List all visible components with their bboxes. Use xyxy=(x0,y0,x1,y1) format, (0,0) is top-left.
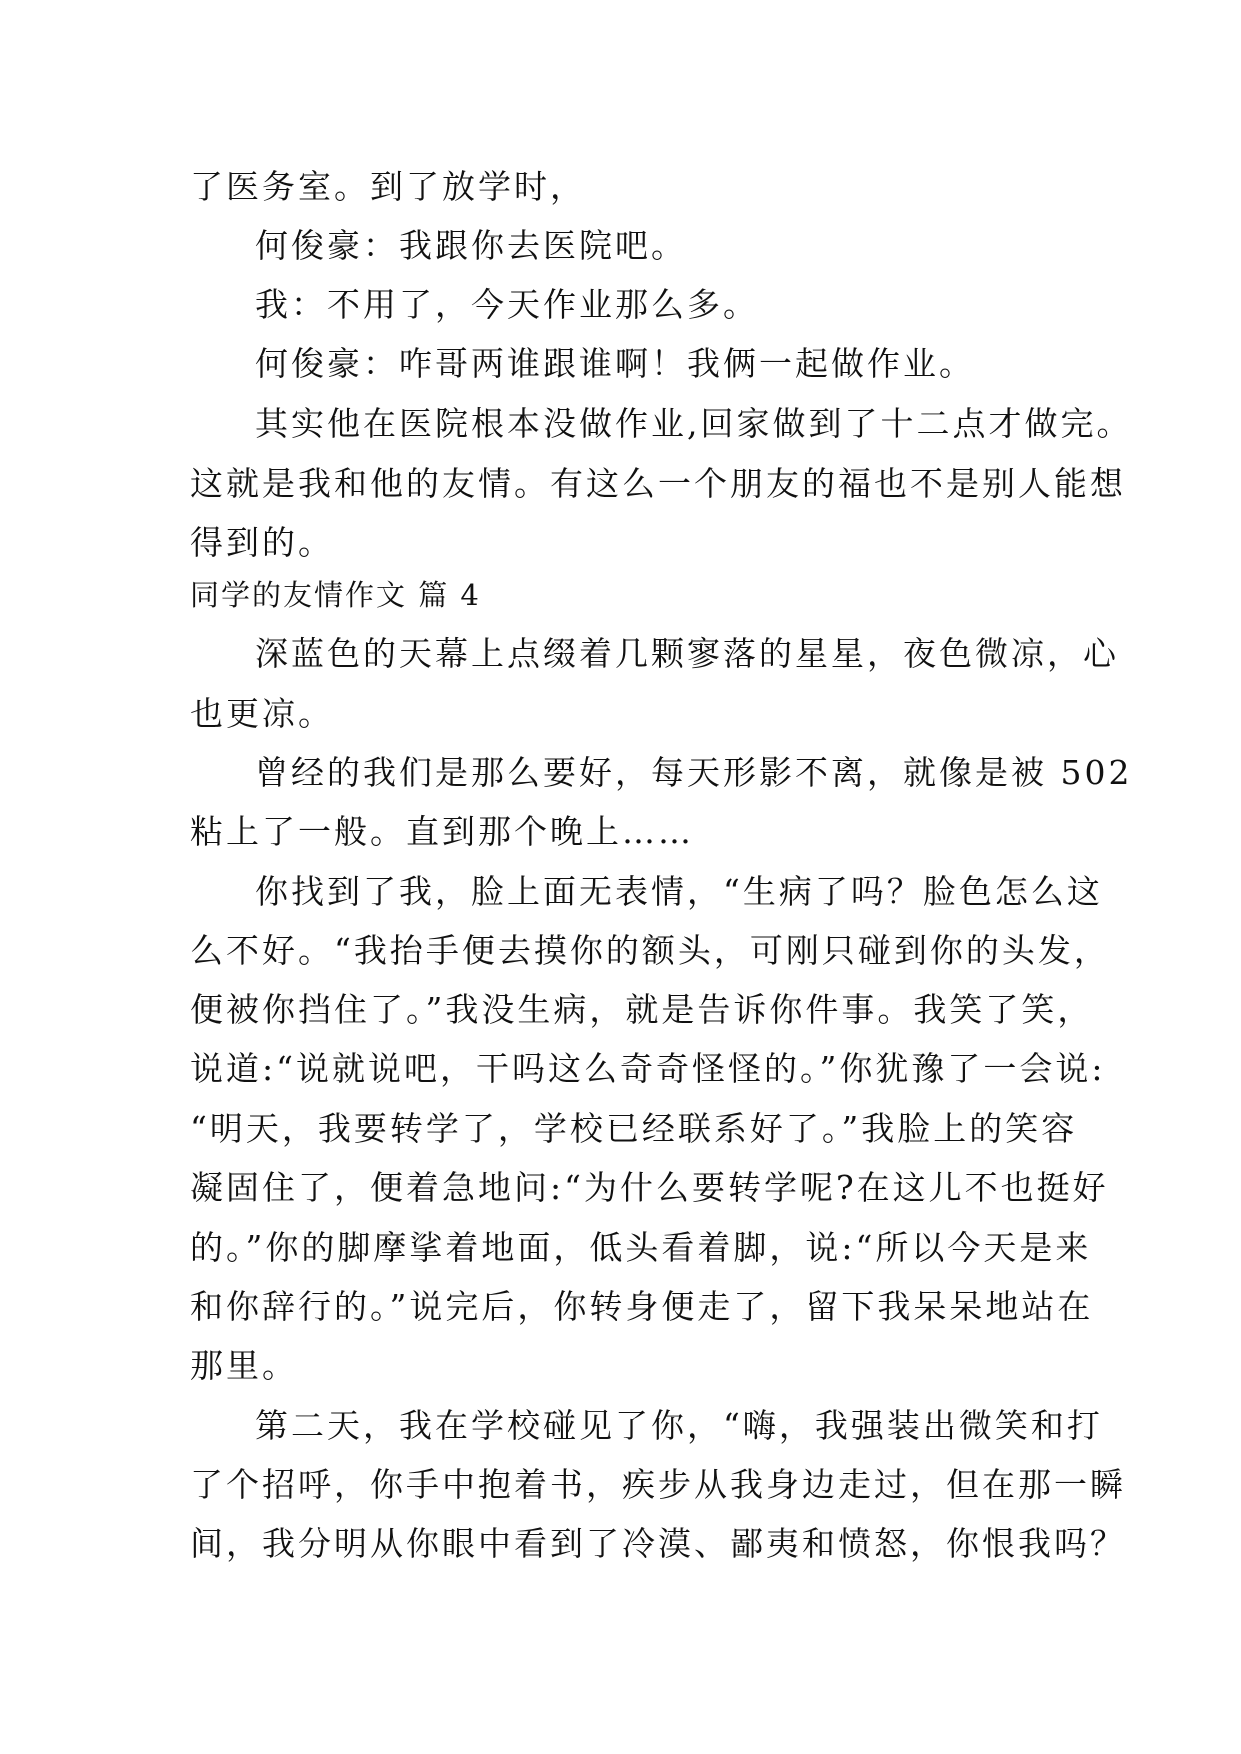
essay-heading: 同学的友情作文 篇 4 xyxy=(190,578,481,612)
text-line: 粘上了一般。直到那个晚上…… xyxy=(190,812,694,851)
dialogue-line: 何俊豪：我跟你去医院吧。 xyxy=(255,226,687,265)
paragraph-first-line: 曾经的我们是那么要好，每天形影不离，就像是被 502 xyxy=(255,753,1133,792)
text-line: 了个招呼，你手中抱着书，疾步从我身边走过，但在那一瞬 xyxy=(190,1465,1126,1504)
text-line: 这就是我和他的友情。有这么一个朋友的福也不是别人能想 xyxy=(190,464,1126,503)
text-line: 的。”你的脚摩挲着地面，低头看着脚，说:“所以今天是来 xyxy=(190,1228,1092,1267)
text-line: 那里。 xyxy=(190,1346,298,1385)
paragraph-first-line: 深蓝色的天幕上点缀着几颗寥落的星星，夜色微凉，心 xyxy=(255,634,1119,673)
text-line: 得到的。 xyxy=(190,523,334,562)
dialogue-line: 我：不用了，今天作业那么多。 xyxy=(255,285,759,324)
text-line: 也更凉。 xyxy=(190,694,334,733)
text-line: 间，我分明从你眼中看到了冷漠、鄙夷和愤怒，你恨我吗？ xyxy=(190,1524,1126,1563)
text-line: 么不好。“我抬手便去摸你的额头，可刚只碰到你的头发， xyxy=(190,931,1110,970)
text-line: 说道:“说就说吧，干吗这么奇奇怪怪的。”你犹豫了一会说: xyxy=(190,1049,1106,1088)
text-line: 凝固住了，便着急地问:“为什么要转学呢?在这儿不也挺好 xyxy=(190,1168,1109,1207)
text-line: 了医务室。到了放学时， xyxy=(190,167,586,206)
text-line: 和你辞行的。”说完后，你转身便走了，留下我呆呆地站在 xyxy=(190,1287,1094,1326)
paragraph-first-line: 第二天，我在学校碰见了你，“嗨，我强装出微笑和打 xyxy=(255,1406,1103,1445)
text-line: 便被你挡住了。”我没生病，就是告诉你件事。我笑了笑， xyxy=(190,990,1094,1029)
dialogue-line: 何俊豪：咋哥两谁跟谁啊！我俩一起做作业。 xyxy=(255,344,975,383)
text-line: “明天，我要转学了，学校已经联系好了。”我脸上的笑容 xyxy=(190,1109,1078,1148)
paragraph-first-line: 其实他在医院根本没做作业,回家做到了十二点才做完。 xyxy=(255,404,1133,443)
paragraph-first-line: 你找到了我，脸上面无表情，“生病了吗？脸色怎么这 xyxy=(255,872,1103,911)
